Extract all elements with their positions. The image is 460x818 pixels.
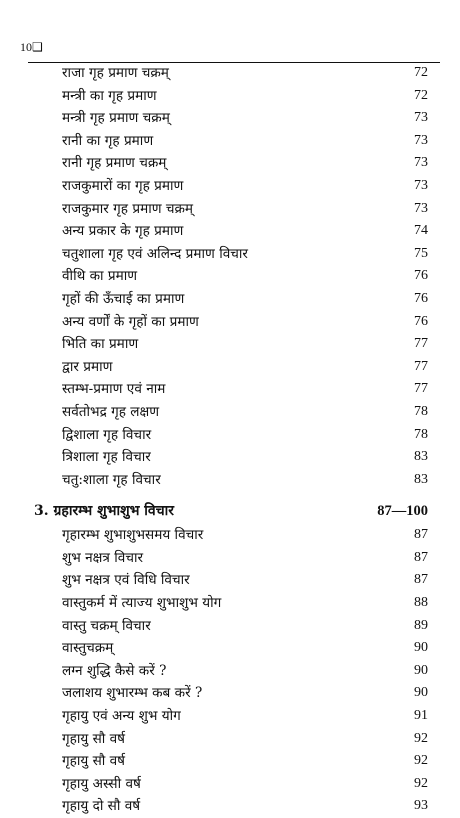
toc-entry (0, 288, 460, 311)
toc-entry-page: 88 (414, 595, 428, 611)
toc-entry-title: वास्तुकर्म में त्याज्य शुभाशुभ योग (62, 595, 222, 612)
toc-entry (0, 175, 460, 198)
toc-entry-title: राजकुमार गृह प्रमाण चक्रम् (62, 200, 194, 217)
toc-entry-title: द्विशाला गृह विचार (62, 426, 152, 443)
toc-entry-title: मन्त्री गृह प्रमाण चक्रम् (62, 110, 170, 127)
toc-entry-page: 78 (414, 426, 428, 442)
toc-entry-page: 73 (414, 132, 428, 148)
toc-entry (0, 569, 460, 592)
toc-entry-page: 78 (414, 403, 428, 419)
table-of-contents (0, 62, 460, 818)
toc-entry-page: 92 (414, 730, 428, 746)
toc-entry (0, 446, 460, 469)
toc-entry (0, 265, 460, 288)
toc-entry (0, 524, 460, 547)
toc-entry-title: शुभ नक्षत्र एवं विधि विचार (62, 572, 190, 589)
toc-entry (0, 469, 460, 492)
toc-entry-page: 90 (414, 640, 428, 656)
toc-entry (0, 107, 460, 130)
toc-entry-title: वास्तु चक्रम् विचार (62, 617, 151, 634)
toc-entry (0, 637, 460, 660)
toc-entry-page: 92 (414, 753, 428, 769)
toc-entry-title: वीथि का प्रमाण (62, 268, 138, 285)
toc-entry-title: राजा गृह प्रमाण चक्रम् (62, 65, 169, 81)
toc-entry-page: 73 (414, 200, 428, 216)
toc-entry-title: अन्य वर्णों के गृहों का प्रमाण (62, 313, 199, 330)
toc-entry-title: लग्न शुद्धि कैसे करें ? (62, 662, 167, 679)
page-number: 10❑ (20, 40, 43, 54)
toc-entry (0, 401, 460, 424)
toc-entry-title: द्वार प्रमाण (62, 358, 113, 375)
chapter-heading (0, 498, 460, 524)
toc-entry-page: 83 (414, 449, 428, 465)
toc-entry (0, 728, 460, 751)
toc-entry-title: मन्त्री का गृह प्रमाण (62, 87, 157, 104)
toc-entry (0, 152, 460, 175)
toc-entry-page: 83 (414, 471, 428, 487)
toc-entry-page: 90 (414, 685, 428, 701)
toc-entry-page: 76 (414, 290, 428, 306)
box-glyph-icon: ❑ (32, 40, 43, 54)
toc-entry (0, 705, 460, 728)
toc-entry (0, 795, 460, 818)
toc-entry-page: 77 (414, 358, 428, 374)
toc-entry-page: 87 (414, 572, 428, 588)
toc-entry-title: त्रिशाला गृह विचार (62, 449, 151, 466)
chapter-title: 3. ग्रहारम्भ शुभाशुभ विचार (34, 503, 174, 520)
toc-entry-page: 73 (414, 177, 428, 193)
toc-entry-title: गृहायु सौ वर्ष (62, 730, 126, 747)
toc-entry-title: गृहायु एवं अन्य शुभ योग (62, 708, 181, 725)
toc-entry-page: 77 (414, 381, 428, 397)
toc-entry (0, 85, 460, 108)
toc-entry (0, 356, 460, 379)
toc-entry-page: 74 (414, 223, 428, 239)
toc-entry-title: राजकुमारों का गृह प्रमाण (62, 177, 184, 194)
section-a-list (0, 62, 460, 491)
toc-entry-page: 73 (414, 155, 428, 171)
toc-entry (0, 592, 460, 615)
toc-entry-title: स्तम्भ-प्रमाण एवं नाम (62, 381, 166, 398)
toc-entry-title: गृहायु सौ वर्ष (62, 753, 126, 770)
section-b-list (0, 524, 460, 818)
toc-entry (0, 220, 460, 243)
toc-entry-page: 90 (414, 662, 428, 678)
toc-entry (0, 547, 460, 570)
toc-entry-page: 89 (414, 617, 428, 633)
toc-entry-title: सर्वतोभद्र गृह लक्षण (62, 403, 160, 420)
toc-entry (0, 773, 460, 796)
toc-entry-page: 87 (414, 527, 428, 543)
toc-entry-title: भिति का प्रमाण (62, 336, 139, 353)
chapter-page-range: 87—100 (377, 503, 428, 520)
toc-entry (0, 424, 460, 447)
toc-entry-page: 77 (414, 336, 428, 352)
toc-entry-title: गृहों की ऊँचाई का प्रमाण (62, 290, 185, 307)
toc-entry (0, 378, 460, 401)
toc-entry-title: गृहायु दो सौ वर्ष (62, 798, 141, 815)
toc-entry-page: 76 (414, 313, 428, 329)
toc-entry-page: 87 (414, 549, 428, 565)
toc-entry-title: गृहायु अस्सी वर्ष (62, 775, 141, 792)
toc-entry-title: गृहारम्भ शुभाशुभसमय विचार (62, 527, 204, 544)
toc-entry (0, 311, 460, 334)
toc-entry-page: 91 (414, 708, 428, 724)
toc-entry (0, 198, 460, 221)
toc-entry-page: 73 (414, 110, 428, 126)
toc-entry-title: चतु:शाला गृह विचार (62, 471, 161, 488)
toc-entry (0, 333, 460, 356)
toc-entry-title: वास्तुचक्रम् (62, 640, 114, 657)
toc-entry (0, 62, 460, 85)
toc-entry (0, 615, 460, 638)
toc-entry-page: 75 (414, 245, 428, 261)
toc-entry-title: शुभ नक्षत्र विचार (62, 549, 144, 566)
toc-entry-title: रानी गृह प्रमाण चक्रम् (62, 155, 167, 172)
toc-entry-title: रानी का गृह प्रमाण (62, 132, 154, 149)
toc-entry-title: अन्य प्रकार के गृह प्रमाण (62, 223, 184, 240)
toc-entry-page: 92 (414, 775, 428, 791)
toc-entry (0, 750, 460, 773)
toc-entry-page: 72 (414, 87, 428, 103)
toc-entry-page: 93 (414, 798, 428, 814)
toc-entry (0, 660, 460, 683)
toc-entry-page: 72 (414, 65, 428, 80)
toc-entry (0, 243, 460, 266)
toc-entry-title: चतुशाला गृह एवं अलिन्द प्रमाण विचार (62, 245, 248, 262)
toc-entry (0, 130, 460, 153)
toc-entry (0, 682, 460, 705)
toc-entry-page: 76 (414, 268, 428, 284)
toc-entry-title: जलाशय शुभारम्भ कब करें ? (62, 685, 203, 702)
